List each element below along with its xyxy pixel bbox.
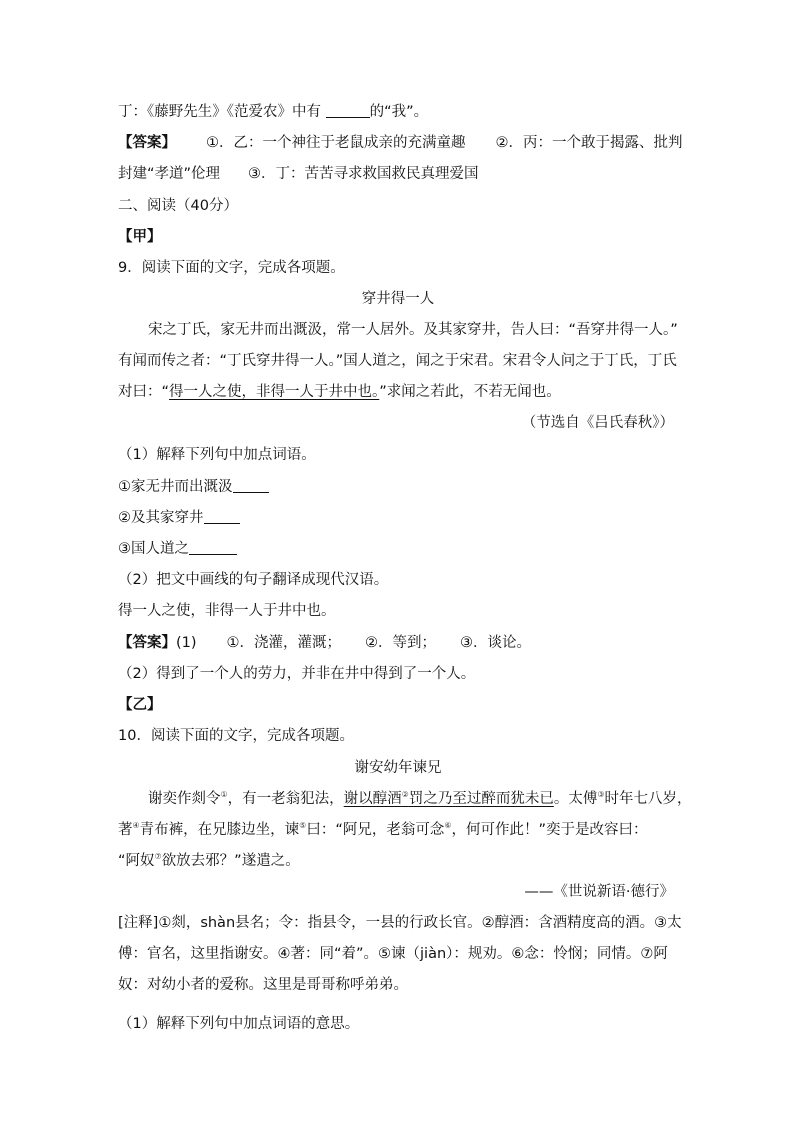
answer-9-2: （2）得到了一个人的劳力，并非在井中得到了一个人。 bbox=[118, 666, 476, 682]
footnote-marker: ④ bbox=[132, 821, 140, 831]
question-9-2-sentence: 得一人之使，非得一人于井中也。 bbox=[118, 603, 336, 619]
answer-blank bbox=[233, 478, 269, 493]
passage-title-1: 穿井得一人 bbox=[361, 291, 435, 307]
answer-line-1: 【答案】 ①．乙：一个神往于老鼠成亲的充满童趣 ②．丙：一个敢于揭露、批判 bbox=[118, 135, 683, 151]
question-10-1: （1）解释下列句中加点词语的意思。 bbox=[118, 1016, 360, 1032]
passage-1-line-1: 宋之丁氏，家无井而出溉汲，常一人居外。及其家穿井，告人曰：“吾穿井得一人。” bbox=[148, 322, 678, 338]
question-9-1-item-1: ①家无井而出溉汲 bbox=[118, 477, 678, 497]
section-heading-reading: 二、阅读（40分） bbox=[118, 198, 238, 214]
passage-title-2: 谢安幼年谏兄 bbox=[354, 760, 442, 776]
question-10-prompt: 10．阅读下面的文字，完成各项题。 bbox=[118, 728, 354, 744]
underlined-sentence: 谢以醇酒②罚之乃至过醉而犹未已 bbox=[343, 790, 554, 807]
footnote-marker: ⑥ bbox=[444, 821, 452, 831]
answer-blank bbox=[189, 540, 237, 555]
question-9-1: （1）解释下列句中加点词语。 bbox=[118, 447, 316, 463]
footnote-marker: ② bbox=[401, 790, 409, 800]
footnote-marker: ⑤ bbox=[299, 821, 307, 831]
part-label-jia: 【甲】 bbox=[118, 229, 162, 245]
passage-2-line-1: 谢奕作剡令①，有一老翁犯法，谢以醇酒②罚之乃至过醉而犹未已。太傅③时年七八岁， bbox=[148, 790, 692, 807]
fill-blank-question-ding: 丁：《藤野先生》《范爱农》中有 的“我”。 bbox=[118, 104, 429, 120]
passage-2-line-2: 著④青布裤，在兄膝边坐，谏⑤曰：“阿兄，老翁可念⑥，何可作此！”奕于是改容曰： bbox=[118, 821, 648, 838]
notes-line-2: 傅：官名，这里指谢安。④著：同“着”。⑤谏（jiàn）：规劝。⑥念：怜悯；同情。⑦阿 bbox=[118, 946, 668, 962]
answer-line-2: 封建“孝道”伦理 ③．丁：苦苦寻求救国救民真理爱国 bbox=[118, 166, 479, 182]
passage-2-source: ——《世说新语·德行》 bbox=[524, 884, 674, 900]
answer-blank bbox=[326, 103, 370, 118]
question-9-1-item-2: ②及其家穿井 bbox=[118, 508, 678, 528]
underlined-sentence: 得一人之使，非得一人于井中也。 bbox=[169, 384, 380, 400]
answer-blank bbox=[204, 509, 240, 524]
notes-line-3: 奴：对幼小者的爱称。这里是哥哥称呼弟弟。 bbox=[118, 977, 408, 993]
answer-9-1: 【答案】(1) ①．浇灌，灌溉； ②．等到； ③．谈论。 bbox=[118, 635, 532, 651]
question-9-2: （2）把文中画线的句子翻译成现代汉语。 bbox=[118, 572, 389, 588]
footnote-marker: ③ bbox=[597, 790, 605, 800]
passage-1-line-2: 有闻而传之者：“丁氏穿井得一人。”国人道之，闻之于宋君。宋君令人问之于丁氏，丁氏 bbox=[118, 353, 677, 369]
passage-1-source: （节选自《吕氏春秋》） bbox=[521, 415, 674, 431]
passage-1-line-3: 对曰：“得一人之使，非得一人于井中也。”求闻之若此，不若无闻也。 bbox=[118, 384, 561, 400]
part-label-yi: 【乙】 bbox=[118, 697, 162, 713]
question-9-1-item-3: ③国人道之 bbox=[118, 539, 678, 559]
footnote-marker: ⑦ bbox=[154, 852, 162, 862]
notes-line-1: [注释]①剡，shàn县名；令：指县令，一县的行政长官。②醇酒：含酒精度高的酒。③太 bbox=[118, 915, 682, 931]
question-9-prompt: 9．阅读下面的文字，完成各项题。 bbox=[118, 260, 345, 276]
passage-2-line-3: “阿奴⑦欲放去邪？”遂遣之。 bbox=[118, 852, 300, 869]
footnote-marker: ① bbox=[220, 790, 228, 800]
